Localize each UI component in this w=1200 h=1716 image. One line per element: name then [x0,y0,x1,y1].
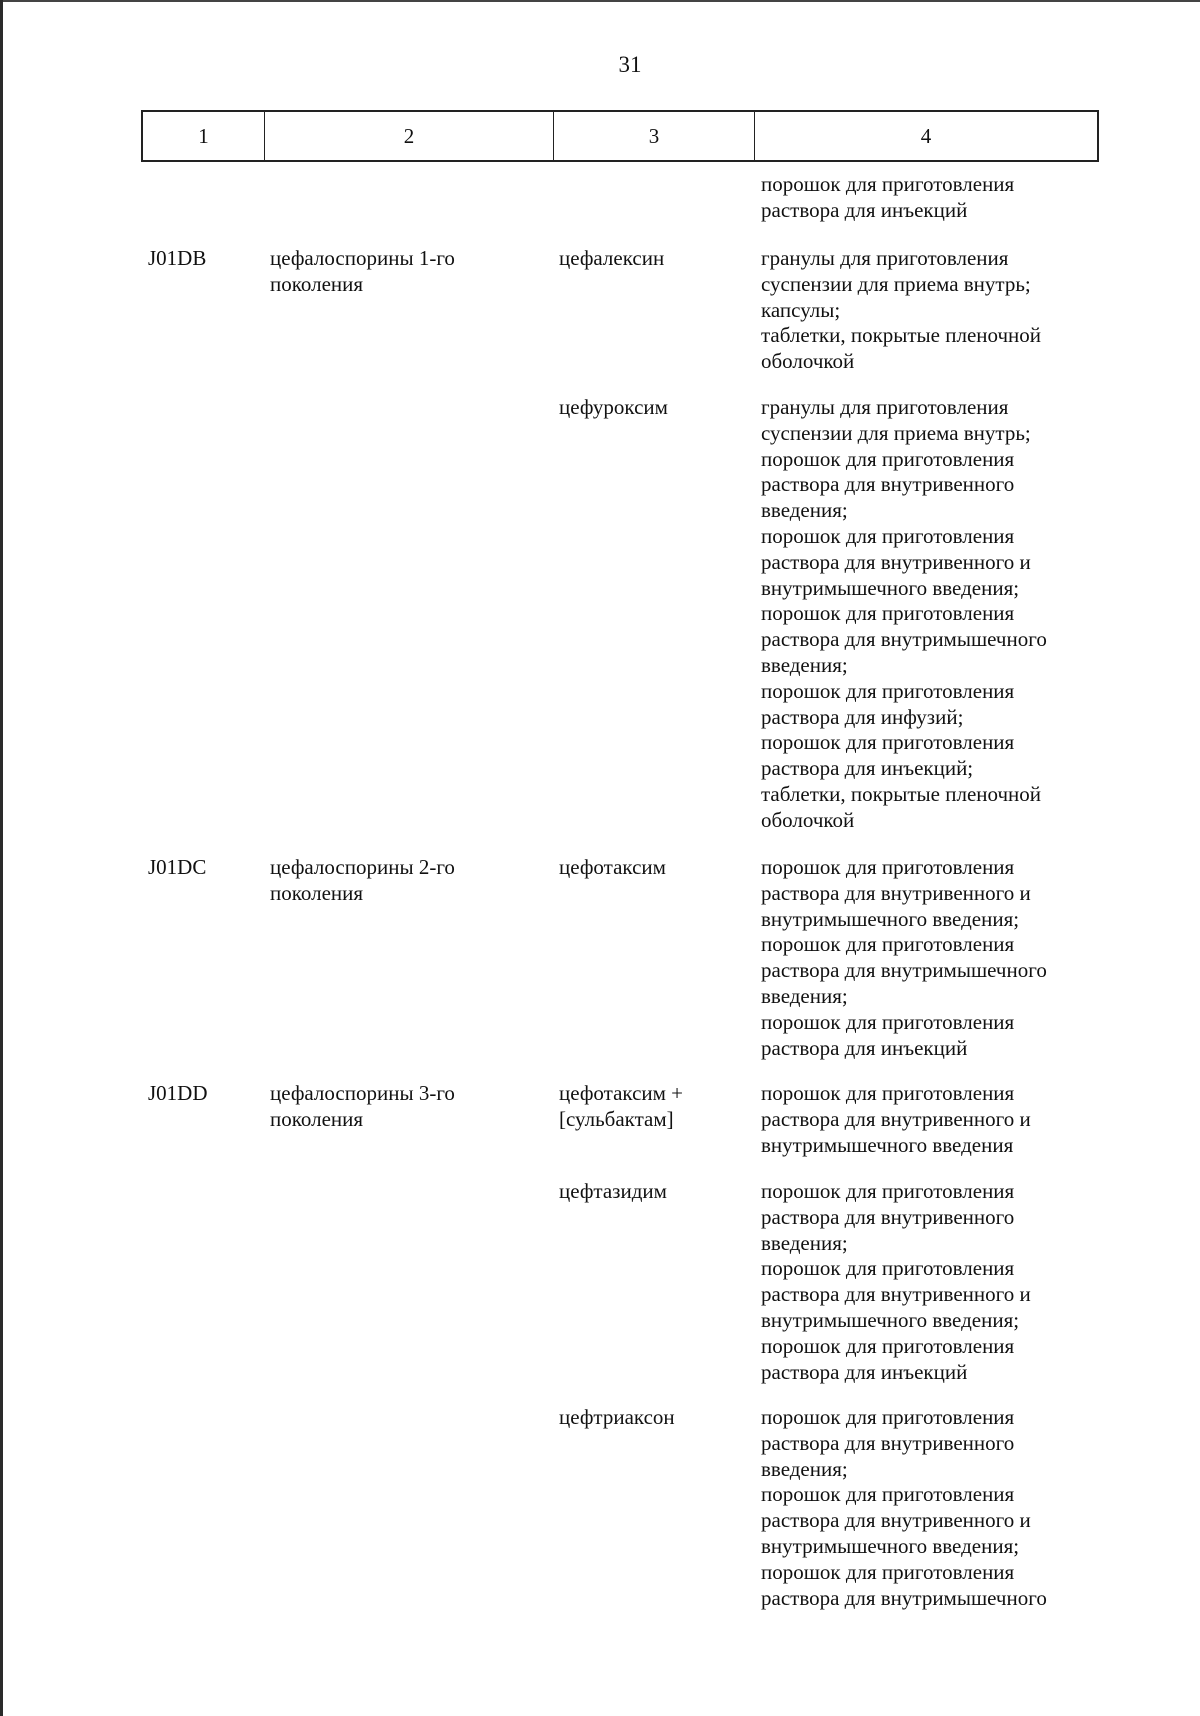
pharmacological-group-line: цефалоспорины 1-го [270,246,455,270]
dosage-form-line: внутримышечного введения; [761,1307,1020,1332]
column-header-4: 4 [920,123,932,148]
dosage-form-line: порошок для приготовления [761,730,1015,755]
pharmacological-group [270,855,550,907]
dosage-form-line: капсулы; [761,297,841,322]
dosage-form-line: раствора для внутримышечного [761,958,1047,983]
dosage-form-line: раствора для внутривенного и [761,549,1031,574]
dosage-form-line: раствора для инъекций [761,1035,968,1060]
dosage-form-line: введения; [761,652,848,677]
dosage-form-line: гранулы для приготовления [761,246,1009,270]
dosage-form-line: оболочкой [761,349,855,374]
dosage-form [761,395,1171,834]
column-header-2: 2 [265,112,554,160]
dosage-form-line: раствора для внутривенного и [761,880,1031,905]
drug-name-line: цефтазидим [559,1179,667,1203]
dosage-form-line: введения; [761,1456,848,1481]
dosage-form-line: порошок для приготовления [761,1482,1015,1507]
atc-code: J01DB [148,246,207,270]
dosage-form [761,172,1171,224]
dosage-form [761,1081,1171,1158]
pharmacological-group-line: поколения [270,1106,364,1131]
dosage-form-line: введения; [761,983,848,1008]
dosage-form-line: порошок для приготовления [761,678,1015,703]
pharmacological-group [270,1081,550,1133]
dosage-form-line: гранулы для приготовления [761,395,1009,419]
scan-edge-top [0,0,1200,2]
pharmacological-group-line: цефалоспорины 3-го [270,1081,455,1105]
dosage-form-line: раствора для внутримышечного [761,1585,1047,1610]
scan-edge-left [0,0,3,1716]
dosage-form [761,246,1171,375]
pharmacological-group-line: поколения [270,880,364,905]
dosage-form-line: порошок для приготовления [761,1256,1015,1281]
dosage-form-line: порошок для приготовления [761,446,1015,471]
dosage-form-line: порошок для приготовления [761,1333,1015,1358]
dosage-form-line: внутримышечного введения; [761,906,1020,931]
dosage-form-line: порошок для приготовления [761,172,1015,196]
dosage-form-line: раствора для инъекций; [761,756,974,781]
dosage-form [761,1179,1171,1385]
dosage-form-line: порошок для приготовления [761,601,1015,626]
dosage-form-line: порошок для приготовления [761,1009,1015,1034]
dosage-form-line: раствора для внутривенного [761,1204,1015,1229]
dosage-form-line: порошок для приготовления [761,1081,1015,1105]
drug-name-line: цефалексин [559,246,665,270]
drug-name-line: цефтриаксон [559,1405,675,1429]
column-header-3: 3 [554,112,755,160]
drug-name [559,395,759,421]
dosage-form-line: порошок для приготовления [761,523,1015,548]
dosage-form-line: внутримышечного введения; [761,575,1020,600]
dosage-form-line: раствора для внутривенного и [761,1508,1031,1533]
dosage-form-line: введения; [761,498,848,523]
dosage-form-line: раствора для внутривенного и [761,1106,1031,1131]
dosage-form-line: таблетки, покрытые пленочной [761,323,1042,348]
dosage-form-line: раствора для инъекций [761,197,968,222]
table-header [141,110,1099,162]
pharmacological-group-line: цефалоспорины 2-го [270,855,455,879]
drug-name [559,1405,759,1431]
dosage-form-line: внутримышечного введения [761,1132,1014,1157]
dosage-form-line: внутримышечного введения; [761,1533,1020,1558]
column-header-1: 1 [143,112,265,160]
drug-name-line: цефотаксим [559,855,666,879]
dosage-form-line: раствора для инфузий; [761,704,964,729]
dosage-form-line: раствора для инъекций [761,1359,968,1384]
atc-code: J01DC [148,855,207,879]
drug-name [559,1179,759,1205]
dosage-form-line: таблетки, покрытые пленочной [761,781,1042,806]
drug-name-line: цефуроксим [559,395,668,419]
drug-name [559,1081,759,1133]
dosage-form-line: суспензии для приема внутрь; [761,271,1031,296]
drug-name-line: [сульбактам] [559,1106,674,1131]
drug-name [559,855,759,881]
dosage-form-line: порошок для приготовления [761,1559,1015,1584]
dosage-form [761,1405,1171,1611]
dosage-form-line: порошок для приготовления [761,1179,1015,1203]
dosage-form-line: раствора для внутримышечного [761,627,1047,652]
dosage-form-line: оболочкой [761,807,855,832]
dosage-form-line: раствора для внутривенного и [761,1282,1031,1307]
drug-name-line: цефотаксим + [559,1081,684,1105]
dosage-form-line: суспензии для приема внутрь; [761,420,1031,445]
dosage-form-line: порошок для приготовления [761,855,1015,879]
pharmacological-group-line: поколения [270,271,364,296]
dosage-form [761,855,1171,1061]
dosage-form-line: порошок для приготовления [761,932,1015,957]
dosage-form-line: порошок для приготовления [761,1405,1015,1429]
dosage-form-line: введения; [761,1230,848,1255]
atc-code: J01DD [148,1081,208,1105]
dosage-form-line: раствора для внутривенного [761,472,1015,497]
pharmacological-group [270,246,550,298]
dosage-form-line: раствора для внутривенного [761,1430,1015,1455]
page-number: 31 [618,52,642,77]
drug-name [559,246,759,272]
